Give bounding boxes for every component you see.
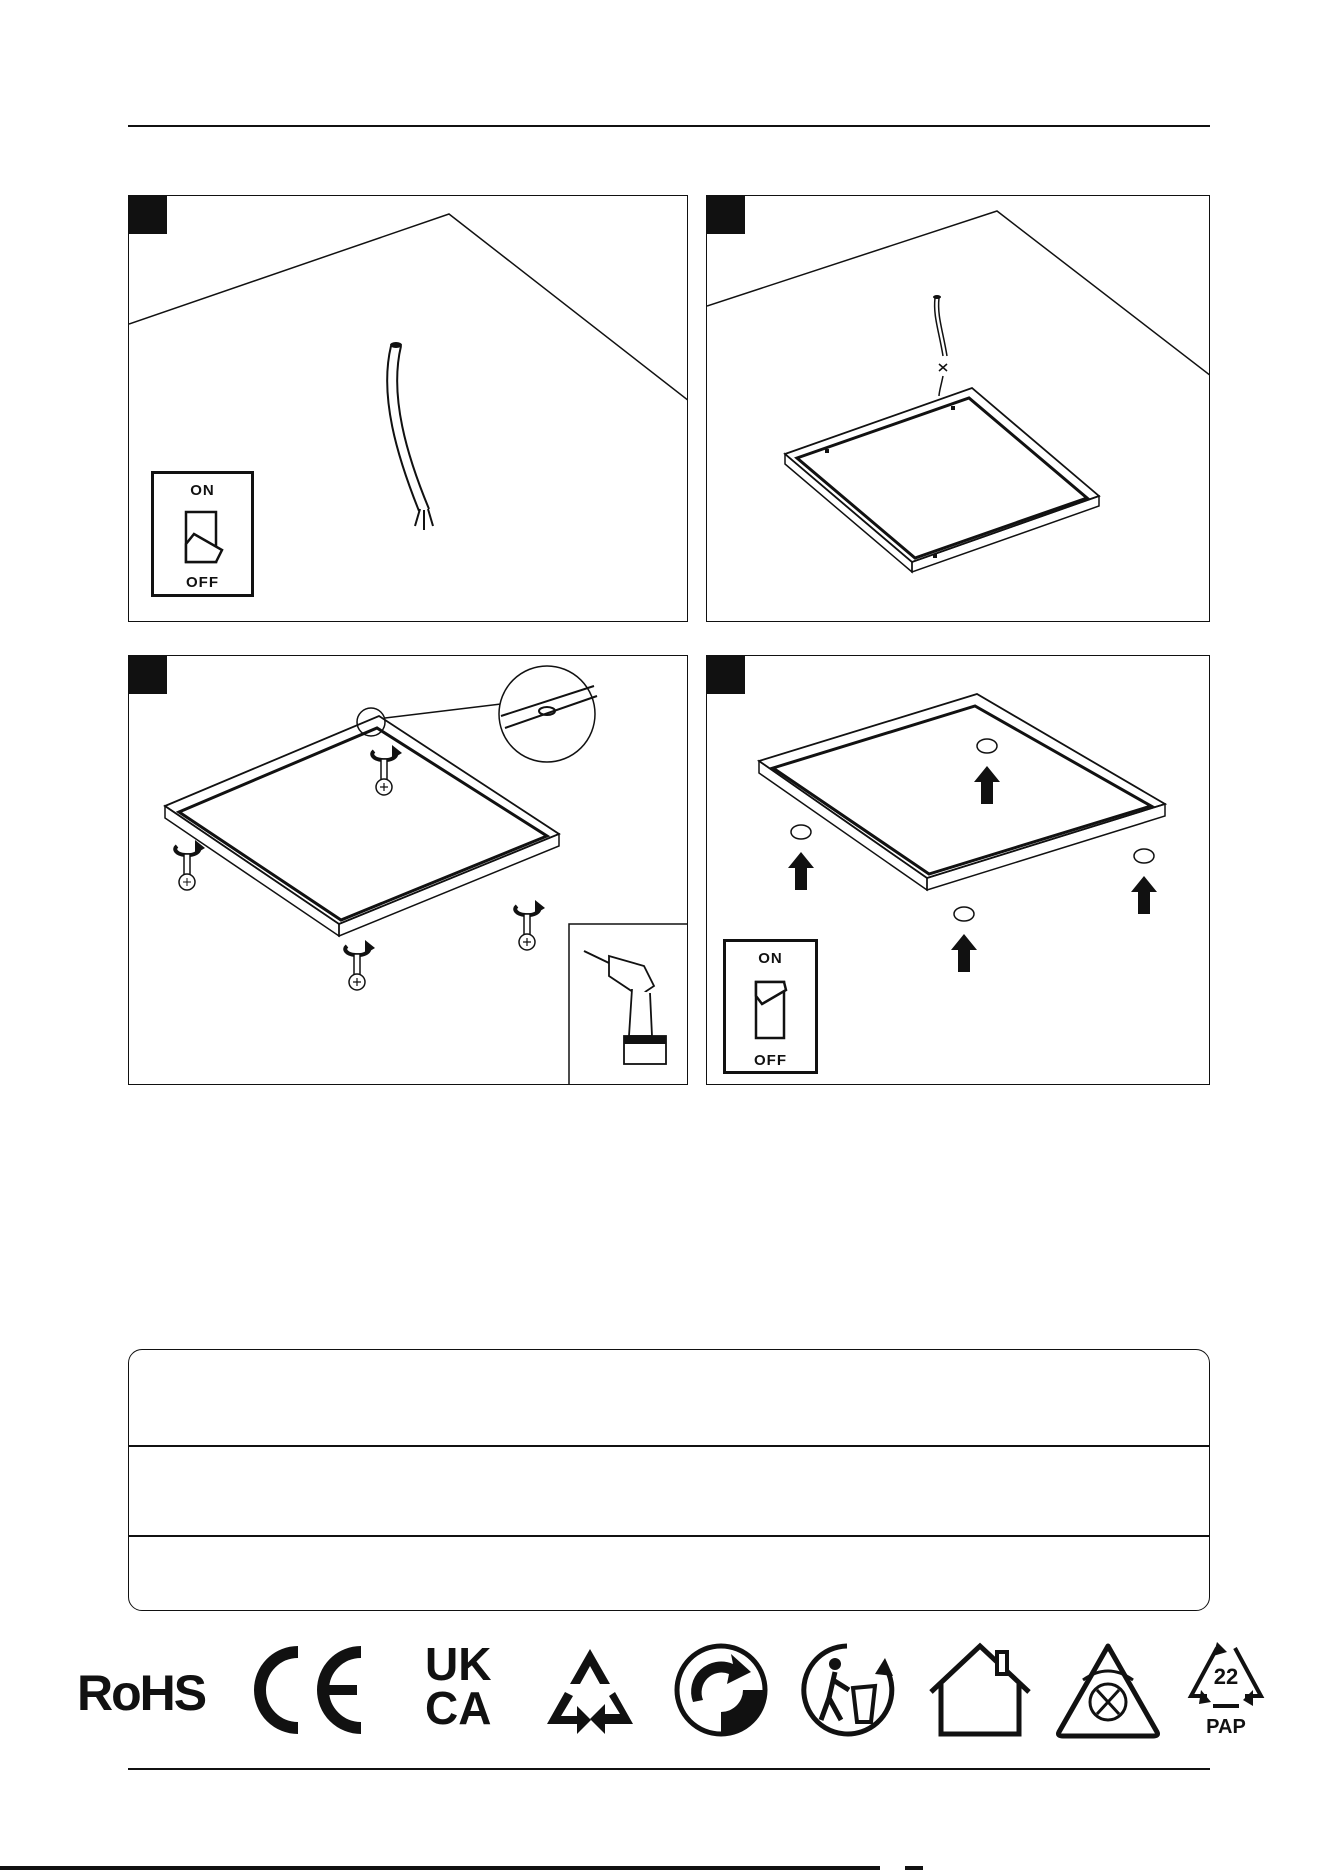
screw-3 (515, 900, 545, 950)
info-row-1 (129, 1350, 1209, 1445)
top-rule (128, 125, 1210, 127)
panel-screw-fixing-illustration (129, 656, 688, 1085)
cap-arrow-3 (1131, 849, 1157, 914)
info-row-3 (129, 1537, 1209, 1609)
step-1-panel (128, 195, 688, 622)
pap-label: PAP (1206, 1716, 1246, 1738)
cap-arrow-2 (788, 825, 814, 890)
ce-mark (253, 1640, 373, 1740)
ukca-bottom-text: CA (425, 1682, 492, 1734)
screw-1 (372, 745, 402, 795)
no-direct-light-icon (1053, 1640, 1163, 1740)
info-box (128, 1349, 1210, 1611)
switch-on-label: ON (190, 482, 215, 499)
rocker-switch-icon (726, 974, 815, 1049)
step-2-panel (706, 195, 1210, 622)
indoor-use-house-icon (925, 1640, 1035, 1740)
switch-off-label: OFF (186, 574, 219, 591)
green-dot-icon (673, 1642, 769, 1738)
screw-2 (175, 840, 205, 890)
pap22-recycle-icon (1187, 1640, 1265, 1750)
switch-on-label: ON (758, 950, 783, 967)
certification-marks (75, 1640, 1265, 1750)
panel-wiring-illustration (707, 196, 1210, 622)
bottom-crop-bar-left (0, 1866, 880, 1870)
bottom-rule (128, 1768, 1210, 1770)
ukca-top-text: UK (425, 1638, 492, 1690)
rohs-mark: RoHS (77, 1665, 206, 1721)
power-switch-on-sign (723, 939, 818, 1074)
power-switch-off-sign (151, 471, 254, 597)
info-row-2 (129, 1447, 1209, 1535)
rocker-switch-icon (154, 504, 251, 574)
switch-off-label: OFF (754, 1052, 787, 1069)
step-3-panel (128, 655, 688, 1085)
cap-arrow-4 (951, 907, 977, 972)
screw-4 (345, 940, 375, 990)
ukca-mark (425, 1638, 515, 1734)
pap-number: 22 (1213, 1664, 1239, 1689)
bottom-crop-bar-right (905, 1866, 923, 1870)
step-4-panel (706, 655, 1210, 1085)
recycle-icon (545, 1644, 635, 1739)
tidyman-icon (797, 1640, 897, 1740)
cap-arrow-1 (974, 739, 1000, 804)
